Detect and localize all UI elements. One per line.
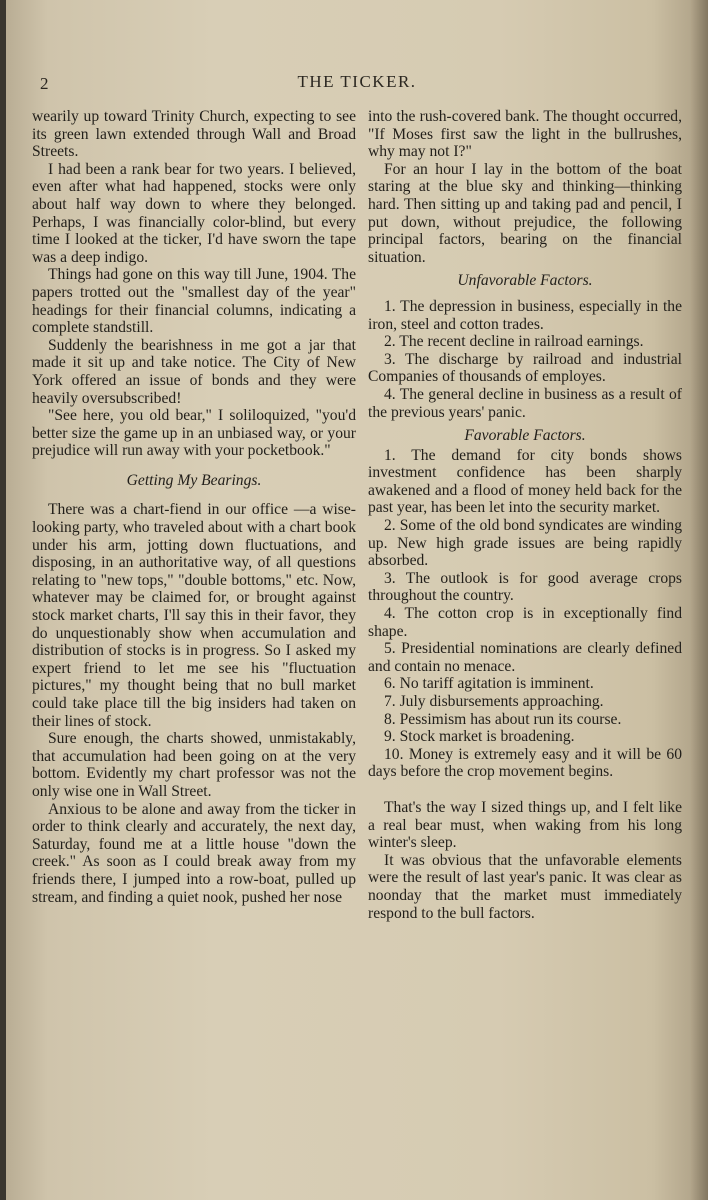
list-item: 3. The outlook is for good average crops throughout the country. [368,569,682,605]
list-item: 1. The depression in business, especially in the iron, steel and cotton trades. [368,297,682,333]
book-page [6,0,708,1200]
running-title: THE TICKER. [297,72,417,91]
favorable-factors-heading: Favorable Factors. [464,427,586,445]
list-item: 9. Stock market is broadening. [384,728,575,746]
list-item: 6. No tariff agitation is imminent. [384,675,594,693]
list-item: 8. Pessimism has about run its course. [384,710,622,728]
paragraph: That's the way I sized things up, and I felt like a real bear must, when waking from his long winter's sleep. [368,798,682,852]
paragraph: "See here, you old bear," I soliloquized, "you'd better size the game up in an unbiased way, or your prejudice will run away with your pocketbook." [32,407,356,460]
paragraph: I had been a rank bear for two years. I believed, even after what had happened, stocks were only about half way down to where they belonged. Perhaps, I was financially color-blind, but every time I looked at the ticker, I'd have sworn the tape was a deep indigo. [32,160,356,266]
list-item: 5. Presidential nominations are clearly defined and contain no menace. [368,640,682,675]
paragraph: wearily up toward Trinity Church, expecting to see its green lawn extended through Wall and Broad Streets. [32,108,356,161]
right-column [368,108,682,922]
paragraph: It was obvious that the unfavorable elements were the result of last year's panic. It was clear as noonday that the market must immediately respond to the bull factors. [368,851,682,922]
section-heading: Getting My Bearings. [126,471,262,489]
page-edge-shadow [690,0,708,1200]
unfavorable-factors-heading: Unfavorable Factors. [457,272,593,290]
list-item: 4. The general decline in business as a result of the previous years' panic. [368,385,682,421]
list-item: 4. The cotton crop is in exceptionally find shape. [368,605,682,640]
list-item: 7. July disbursements approaching. [384,693,604,710]
left-column [32,108,356,906]
paragraph: There was a chart-fiend in our office —a wise-looking party, who traveled about with a chart book under his arm, jotting down fluctuations, and disposing, in an authoritative way, of all questions relating to "new tops," "double bottoms," etc. Now, whatever may be claimed for, or brought against stock market charts, I'll say this in their favor, they do unquestionably show when accumulation and distribution of stocks is in progress. So I asked my expert friend to let me see his "fluctuation pictures," my thought being that no bull market could take place till the big insiders had taken on their lines of stock. [32,501,356,730]
unfavorable-factors-list [368,298,682,421]
list-item: 1. The demand for city bonds shows investment confidence has been sharply awakened and a flood of money held back for the past year, has been let into the security market. [368,446,682,517]
page-number: 2 [40,74,49,93]
favorable-factors-list [368,447,682,781]
list-item: 2. The recent decline in railroad earnings. [384,333,644,351]
list-item: 2. Some of the old bond syndicates are winding up. New high grade issues are being rapidly absorbed. [368,517,682,570]
paragraph: For an hour I lay in the bottom of the boat staring at the blue sky and thinking—thinking hard. Then sitting up and taking pad and pencil, I put down, without prejudice, the following principal factors, bearing on the financial situation. [368,160,682,266]
list-item: 3. The discharge by railroad and industrial Companies of thousands of employes. [368,350,682,386]
paragraph: Suddenly the bearishness in me got a jar that made it sit up and take notice. The City of New York offered an issue of bonds and they were heavily oversubscribed! [32,336,356,407]
paragraph: Anxious to be alone and away from the ticker in order to think clearly and accurately, the next day, Saturday, found me at a little house "down the creek." As soon as I could break away from my friends there, I jumped into a row-boat, pulled up stream, and finding a quiet nook, pushed her nose [32,800,356,906]
paragraph: into the rush-covered bank. The thought occurred, "If Moses first saw the light in the bullrushes, why may not I?" [368,108,682,161]
paragraph: Things had gone on this way till June, 1904. The papers trotted out the "smallest day of the year" headings for their financial columns, indicating a complete standstill. [32,266,356,337]
list-item: 10. Money is extremely easy and it will be 60 days before the crop movement begins. [368,745,682,781]
paragraph: Sure enough, the charts showed, unmistakably, that accumulation had been going on at the very bottom. Evidently my chart professor was not the only wise one in Wall Street. [32,730,356,800]
page-header [6,70,708,94]
spacer [368,781,682,799]
